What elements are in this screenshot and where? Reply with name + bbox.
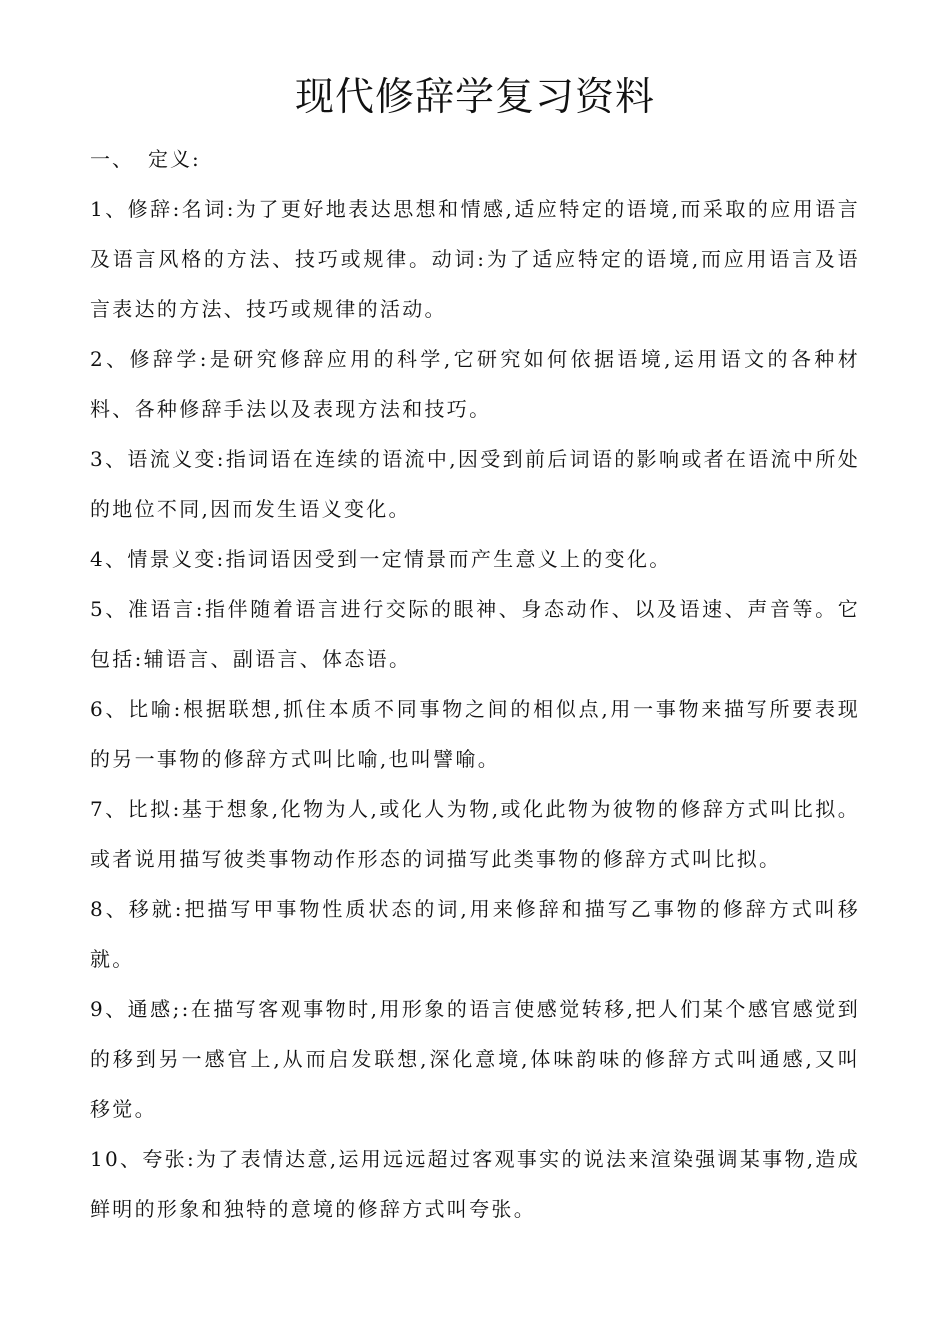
definition-paragraph-9: 9、通感;:在描写客观事物时,用形象的语言使感觉转移,把人们某个感官感觉到的移到另一感官上,从而启发联想,深化意境,体味韵味的修辞方式叫通感,又叫移觉。 [90, 997, 860, 1121]
document-body [90, 134, 860, 1234]
definition-paragraph-6: 6、比喻:根据联想,抓住本质不同事物之间的相似点,用一事物来描写所要表现的另一事物的修辞方式叫比喻,也叫譬喻。 [90, 697, 860, 771]
page-title: 现代修辞学复习资料 [294, 75, 655, 120]
definition-paragraph-5: 5、准语言:指伴随着语言进行交际的眼神、身态动作、以及语速、声音等。它包括:辅语言、副语言、体态语。 [90, 597, 860, 671]
section-number: 一、 [90, 147, 134, 171]
definition-paragraph-2: 2、修辞学:是研究修辞应用的科学,它研究如何依据语境,运用语文的各种材料、各种修辞手法以及表现方法和技巧。 [90, 347, 860, 421]
definition-paragraph-10: 10、夸张:为了表情达意,运用远远超过客观事实的说法来渲染强调某事物,造成鲜明的形象和独特的意境的修辞方式叫夸张。 [90, 1147, 861, 1221]
definition-paragraph-7: 7、比拟:基于想象,化物为人,或化人为物,或化此物为彼物的修辞方式叫比拟。或者说用描写彼类事物动作形态的词描写此类事物的修辞方式叫比拟。 [90, 797, 860, 871]
section-heading [90, 134, 860, 184]
definition-paragraph-1: 1、修辞:名词:为了更好地表达思想和情感,适应特定的语境,而采取的应用语言及语言风格的方法、技巧或规律。动词:为了适应特定的语境,而应用语言及语言表达的方法、技巧或规律的活动。 [90, 197, 860, 321]
definition-paragraph-8: 8、移就:把描写甲事物性质状态的词,用来修辞和描写乙事物的修辞方式叫移就。 [90, 897, 860, 971]
definition-paragraph-4: 4、情景义变:指词语因受到一定情景而产生意义上的变化。 [90, 547, 672, 571]
definition-paragraph-3: 3、语流义变:指词语在连续的语流中,因受到前后词语的影响或者在语流中所处的地位不同,因而发生语义变化。 [90, 447, 860, 521]
section-title: 定义: [148, 147, 201, 171]
